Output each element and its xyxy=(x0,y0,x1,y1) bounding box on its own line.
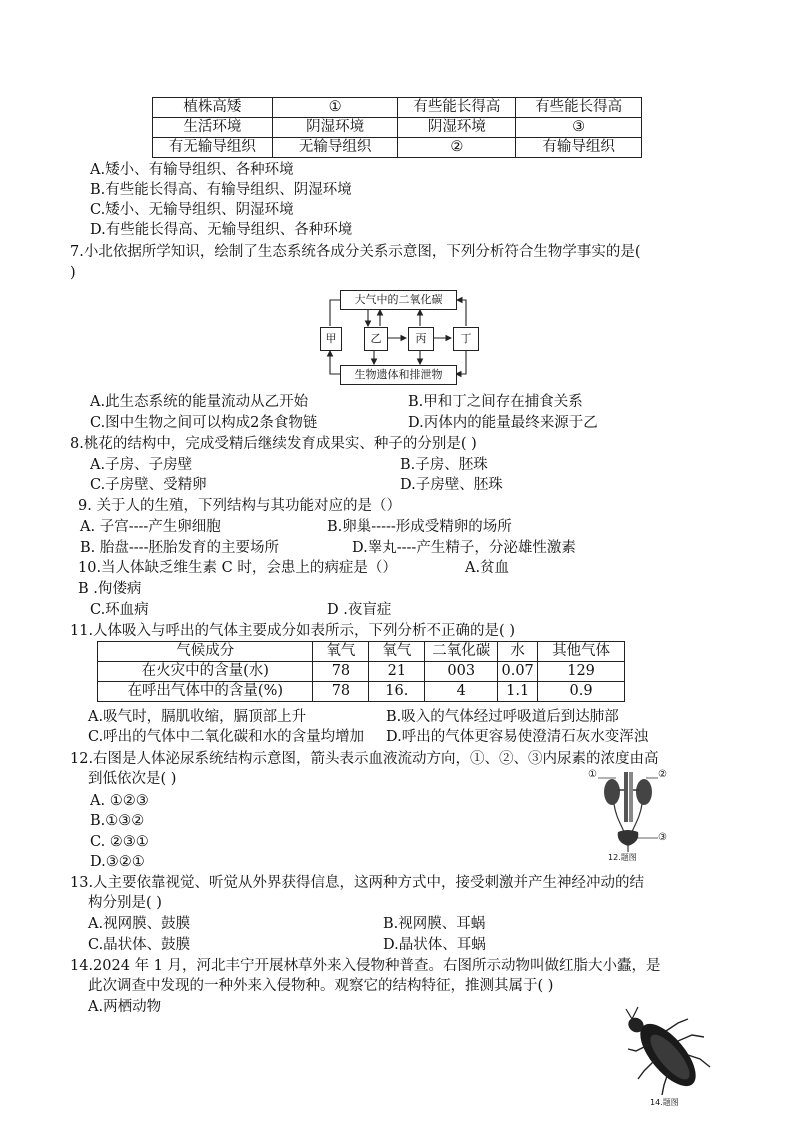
q8-option-b: B.子房、胚珠 xyxy=(400,457,488,473)
table-header-row xyxy=(98,642,625,662)
q13-stem: 13.人主要依靠视觉、听觉从外界获得信息，这两种方式中，接受刺激并产生神经冲动的结 xyxy=(70,875,645,891)
table-cell: 在火灾中的含量(水) xyxy=(98,662,313,682)
q14-option-a: A.两栖动物 xyxy=(88,999,162,1015)
jia-box: 甲 xyxy=(320,327,342,351)
yi-box: 乙 xyxy=(364,327,388,351)
q8-option-c: C.子房壁、受精卵 xyxy=(90,477,207,493)
q9-option-c: B. 胎盘----胚胎发育的主要场所 xyxy=(80,540,279,556)
q7-option-b: B.甲和丁之间存在捕食关系 xyxy=(408,394,583,410)
beetle-figure xyxy=(618,1005,718,1113)
fig12-label-1: ① xyxy=(588,769,597,780)
q9-option-d: D.睾丸----产生精子，分泌雄性激素 xyxy=(352,540,576,556)
atmosphere-co2-box: 大气中的二氧化碳 xyxy=(340,290,457,310)
q10-option-a: A.贫血 xyxy=(465,560,510,576)
q12-stem-cont: 到低依次是( ) xyxy=(88,771,177,787)
fig14-caption: 14.题图 xyxy=(650,1098,679,1107)
urinary-system-figure xyxy=(586,770,696,866)
table-row xyxy=(98,682,625,702)
q11-stem: 11.人体吸入与呼出的气体主要成分如表所示，下列分析不正确的是( ) xyxy=(70,623,515,639)
table-header-cell: 水 xyxy=(498,642,538,662)
q10-stem: 10.当人体缺乏维生素 C 时，会患上的病症是（） xyxy=(78,560,397,576)
table-cell: 78 xyxy=(313,662,369,682)
table-cell: 生活环境 xyxy=(153,118,273,138)
q13-option-d: D.晶状体、耳蜗 xyxy=(383,937,486,953)
fig12-label-3: ③ xyxy=(658,832,667,843)
q13-stem-cont: 构分别是( ) xyxy=(88,895,162,911)
q6-option-a: A.矮小、有输导组织、各种环境 xyxy=(90,162,294,178)
q7-option-c: C.图中生物之间可以构成2条食物链 xyxy=(90,415,318,431)
table-row xyxy=(153,98,642,118)
table-cell: 78 xyxy=(313,682,369,702)
beetle-drawing xyxy=(618,1005,718,1101)
q6-option-d: D.有些能长得高、无输导组织、各种环境 xyxy=(90,222,353,238)
q9-option-a: A. 子宫----产生卵细胞 xyxy=(80,519,221,535)
plant-comparison-table xyxy=(152,97,642,158)
q13-option-c: C.晶状体、鼓膜 xyxy=(88,937,191,953)
table-cell: 129 xyxy=(538,662,625,682)
table-header-cell: 氧气 xyxy=(369,642,425,662)
table-header-cell: 二氧化碳 xyxy=(425,642,498,662)
q13-option-a: A.视网膜、鼓膜 xyxy=(88,916,191,932)
table-cell: ③ xyxy=(516,118,642,138)
q7-stem-cont: ) xyxy=(70,265,76,281)
q12-option-b: B.①③② xyxy=(90,813,145,829)
table-cell: ② xyxy=(398,138,516,158)
q12-option-d: D.③②① xyxy=(90,854,145,870)
ecosystem-diagram xyxy=(318,288,480,388)
table-header-cell: 气候成分 xyxy=(98,642,313,662)
q6-option-b: B.有些能长得高、有输导组织、阴湿环境 xyxy=(90,182,352,198)
table-cell: 16. xyxy=(369,682,425,702)
q7-stem: 7.小北依据所学知识，绘制了生态系统各成分关系示意图，下列分析符合生物学事实的是( xyxy=(70,244,641,260)
table-header-cell: 氧气 xyxy=(313,642,369,662)
table-cell: 在呼出气体中的含量(%) xyxy=(98,682,313,702)
q14-stem: 14.2024 年 1 月，河北丰宁开展林草外来入侵物种普查。右图所示动物叫做红脂大小蠹，是 xyxy=(70,958,661,974)
q8-option-a: A.子房、子房壁 xyxy=(90,457,193,473)
ding-box: 丁 xyxy=(453,327,479,351)
table-row xyxy=(153,138,642,158)
table-row xyxy=(153,118,642,138)
table-cell: 0.9 xyxy=(538,682,625,702)
table-header-cell: 其他气体 xyxy=(538,642,625,662)
table-cell: 阴湿环境 xyxy=(398,118,516,138)
remains-box: 生物遗体和排泄物 xyxy=(340,365,457,385)
q11-option-c: C.呼出的气体中二氧化碳和水的含量均增加 xyxy=(88,729,365,745)
q7-option-a: A.此生态系统的能量流动从乙开始 xyxy=(90,394,309,410)
q10-option-d: D .夜盲症 xyxy=(327,602,392,618)
table-cell: 0.07 xyxy=(498,662,538,682)
table-cell: 有些能长得高 xyxy=(516,98,642,118)
q12-option-a: A. ①②③ xyxy=(90,793,149,809)
table-cell: 有些能长得高 xyxy=(398,98,516,118)
table-row xyxy=(98,662,625,682)
table-cell: 阴湿环境 xyxy=(272,118,398,138)
q14-stem-cont: 此次调查中发现的一种外来入侵物种。观察它的结构特征，推测其属于( ) xyxy=(88,978,554,994)
fig12-label-2: ② xyxy=(658,769,667,780)
q10-option-c: C.环血病 xyxy=(90,602,149,618)
table-cell: ① xyxy=(272,98,398,118)
q13-option-b: B.视网膜、耳蜗 xyxy=(383,916,486,932)
table-cell: 有无输导组织 xyxy=(153,138,273,158)
bing-box: 丙 xyxy=(408,327,434,351)
q12-stem: 12.右图是人体泌尿系统结构示意图，箭头表示血液流动方向，①、②、③内尿素的浓度由高 xyxy=(70,751,659,767)
table-cell: 003 xyxy=(425,662,498,682)
q7-option-d: D.丙体内的能量最终来源于乙 xyxy=(408,415,598,431)
q8-stem: 8.桃花的结构中，完成受精后继续发育成果实、种子的分别是( ) xyxy=(70,436,477,452)
q11-option-b: B.吸入的气体经过呼吸道后到达肺部 xyxy=(386,709,619,725)
table-cell: 植株高矮 xyxy=(153,98,273,118)
q11-option-d: D.呼出的气体更容易使澄清石灰水变浑浊 xyxy=(386,729,649,745)
q9-option-b: B.卵巢-----形成受精卵的场所 xyxy=(327,519,512,535)
q10-option-b: B .佝偻病 xyxy=(78,581,142,597)
table-cell: 4 xyxy=(425,682,498,702)
q12-option-c: C. ②③① xyxy=(90,834,149,850)
q9-stem: 9. 关于人的生殖，下列结构与其功能对应的是（） xyxy=(78,498,401,514)
table-cell: 21 xyxy=(369,662,425,682)
q8-option-d: D.子房壁、胚珠 xyxy=(400,477,503,493)
urinary-system-drawing xyxy=(586,770,696,866)
table-cell: 有输导组织 xyxy=(516,138,642,158)
table-cell: 1.1 xyxy=(498,682,538,702)
table-cell: 无输导组织 xyxy=(272,138,398,158)
q11-option-a: A.吸气时，膈肌收缩，膈顶部上升 xyxy=(88,709,307,725)
gas-composition-table xyxy=(97,641,625,702)
q6-option-c: C.矮小、无输导组织、阴湿环境 xyxy=(90,202,294,218)
fig12-caption: 12.题图 xyxy=(608,853,637,862)
